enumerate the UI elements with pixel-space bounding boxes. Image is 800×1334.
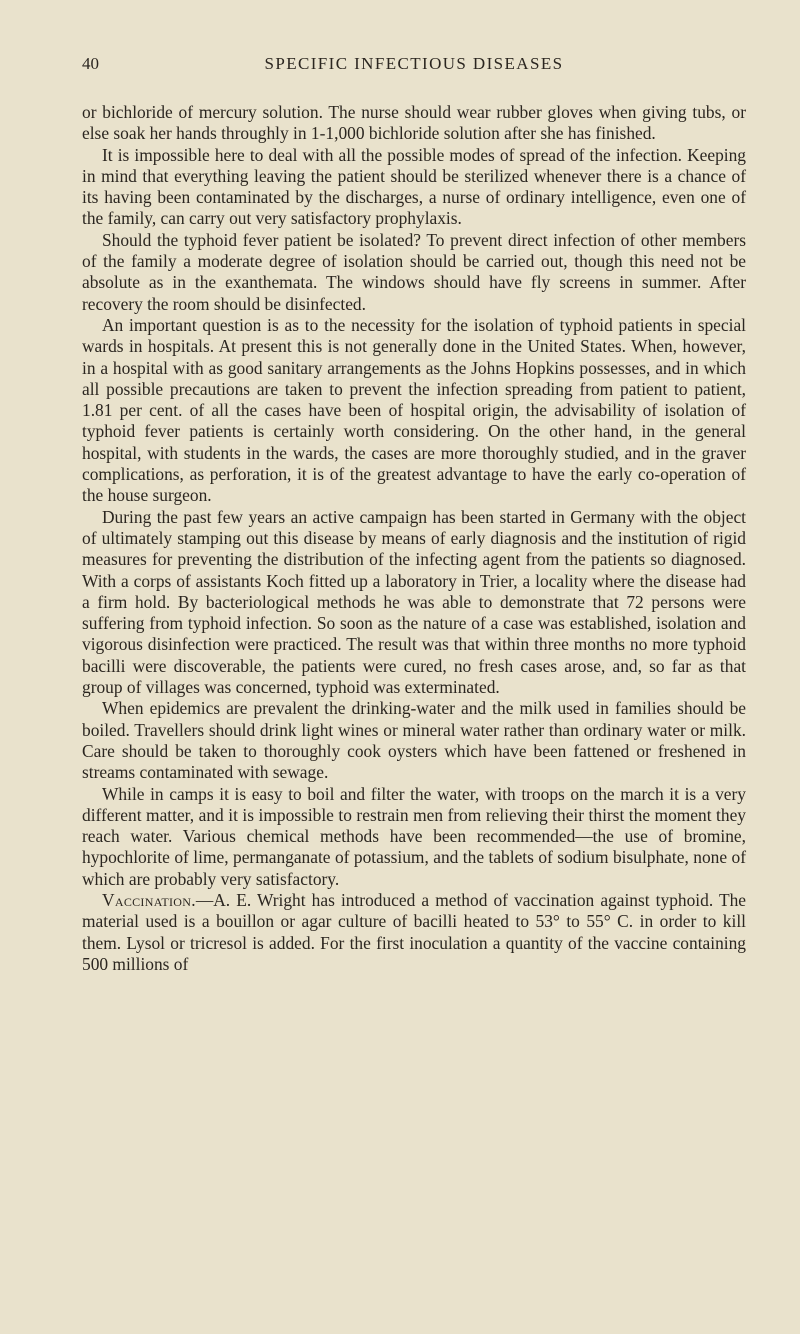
page-number: 40 xyxy=(82,54,99,73)
vaccination-text: —A. E. Wright has introduced a method of vaccination against typhoid. The material used is a bouillon or agar culture of bacilli heated to 53° to 55° C. in order to kill them. Lysol or tricresol is added. For the first inoculation a quantity of the vaccine containing 500 millions of xyxy=(82,889,746,974)
running-head: SPECIFIC INFECTIOUS DISEASES xyxy=(264,54,564,73)
paragraph-camps: While in camps it is easy to boil and filter the water, with troops on the march it is a very different matter, and it is impossible to restrain men from relieving their thirst the moment they reach water. Various chemical methods have been recommended—the use of bromine, hypochlorite of lime, permanganate of potassium, and the tablets of sodium bisulphate, none of which are probably very satisfactory. xyxy=(82,783,746,889)
paragraph-spread-modes: It is impossible here to deal with all the possible modes of spread of the infection. Keeping in mind that everything leaving the patient should be sterilized whenever there is a chance of its having been contaminated by the discharges, a nurse of ordinary intelligence, even one of the family, can carry out very satisfactory prophylaxis. xyxy=(82,144,746,229)
paragraph-hospital-wards: An important question is as to the necessity for the isolation of typhoid patients in special wards in hospitals. At present this is not generally done in the United States. When, however, in a hospital with as good sanitary arrangements as the Johns Hopkins possesses, and in which all possible precautions are taken to prevent the infection spreading from patient to patient, 1.81 per cent. of all the cases have been of hospital origin, the advisability of isolation of typhoid fever patients is certainly worth considering. On the other hand, in the general hospital, with students in the wards, the cases are more thoroughly studied, and in the graver complications, as perforation, it is of the greatest advantage to have the early co-operation of the house surgeon. xyxy=(82,314,746,506)
paragraph-isolation: Should the typhoid fever patient be isolated? To prevent direct infection of other members of the family a moderate degree of isolation should be carried out, though this need not be absolute as in the exanthemata. The windows should have fly screens in summer. After recovery the room should be disinfected. xyxy=(82,229,746,314)
page-header xyxy=(82,54,746,80)
paragraph-continuation: or bichloride of mercury solution. The nurse should wear rubber gloves when giving tubs, or else soak her hands throughly in 1-1,000 bichloride solution after she has finished. xyxy=(82,102,746,144)
vaccination-heading: Vaccination. xyxy=(102,889,196,910)
body-text xyxy=(82,102,746,975)
paragraph-germany-campaign: During the past few years an active campaign has been started in Germany with the object of ultimately stamping out this disease by means of early diagnosis and the institution of rigid measures for preventing the distribution of the infecting agent from the patients so diagnosed. With a corps of assistants Koch fitted up a laboratory in Trier, a locality where the disease had a firm hold. By bacteriological methods he was able to demonstrate that 72 persons were suffering from typhoid infection. So soon as the nature of a case was established, isolation and vigorous disinfection were practiced. The result was that within three months no more typhoid bacilli were discoverable, the patients were cured, no fresh cases arose, and, so far as that group of villages was concerned, typhoid was exterminated. xyxy=(82,506,746,698)
paragraph-vaccination xyxy=(82,890,746,975)
paragraph-epidemics: When epidemics are prevalent the drinking-water and the milk used in families should be boiled. Travellers should drink light wines or mineral water rather than ordinary water or milk. Care should be taken to thoroughly cook oysters which have been fattened or freshened in streams contaminated with sewage. xyxy=(82,698,746,783)
